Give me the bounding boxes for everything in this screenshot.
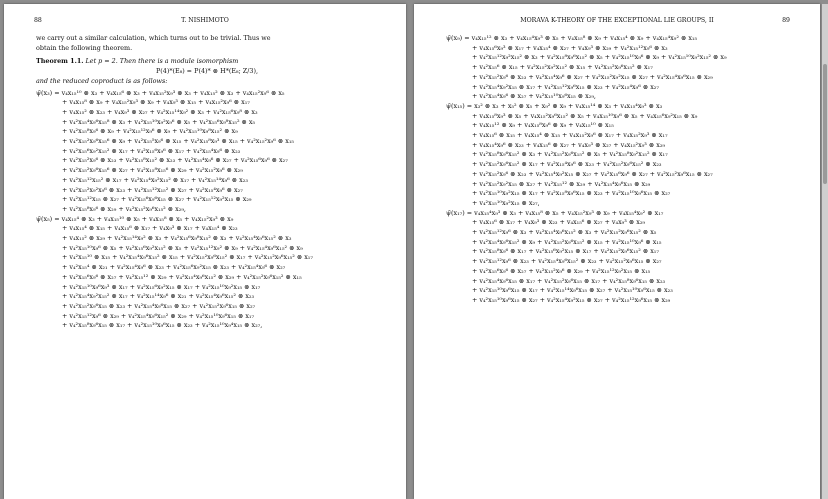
equation-line: + v₄x₁₅² ⊗ x₂₉ + v₄²x₁₅¹⁴x₉² ⊗ x₃ + v₄²x₁₅⁶x₉⁸x₁₅² ⊗ x₃ + v₄²x₁₅⁴x₉⁶x₁₅² ⊗ x₃ — [62, 234, 292, 243]
equation-line: ψ̄(x₅) = v₄x₁₅⁴ ⊗ x₃ + v₄x₁₅¹⁰ ⊗ x₅ + v₄x₁₅⁸ ⊗ x₅ + v₄x₁₅²x₉³ ⊗ x₉ — [36, 214, 234, 223]
coproduct-x17 — [446, 209, 792, 306]
equation-line: + v₄²x₁₅⁸x₉⁶ ⊗ x₂₉ + v₄²x₁₅²x₉⁶x₁₅² ⊗ x₂₉, — [62, 204, 186, 213]
intro-line-2: obtain the following theorem. — [36, 43, 133, 52]
isomorphism-formula: P(4)*(E₈) ≃ P(4)* ⊗ H*(E₈; Z/3), — [155, 67, 258, 76]
running-head-right — [444, 17, 790, 26]
equation-line: + v₄²x₁₅⁴x₉⁶ ⊗ x₂₇ + v₄²x₁₅¹⁰x₉⁶x₁₅ ⊗ x₂₉, — [472, 92, 596, 101]
equation-line: + v₄x₁₅² ⊗ x₂₃ + v₄x₉³ ⊗ x₂₇ + v₄²x₁₅¹⁴x₉² ⊗ x₃ + v₄²x₁₅⁶x₉⁸ ⊗ x₃ — [62, 107, 258, 116]
equation-line: + v₄²x₁₅¹⁰x₉²x₁₅ ⊗ x₂₇, — [472, 198, 540, 207]
equation-line: + v₄²x₁₅¹⁰x₉⁶x₉³ ⊗ x₁₇ + v₄²x₁₅⁶x₉²x₁₅ ⊗ x₁₇ + v₄²x₁₅¹⁰x₉²x₁₅ ⊗ x₁₇ — [62, 282, 261, 291]
left-page — [4, 4, 406, 499]
equation-line: + v₄²x₁₅⁴x₉²x₁₅ ⊗ x₁₇ + v₄²x₁₅¹²x₉⁶x₁₅ ⊗ x₂₃ + v₄²x₁₅⁴x₉⁶ ⊗ x₂₇ — [472, 82, 659, 91]
equation-line: + v₄²x₁₅²x₉⁶x₁₅⁶ ⊗ x₂₇ + v₄²x₁₅⁸x₁₅⁶ ⊗ x₂₉ + v₄²x₁₅²x₉⁶ ⊗ x₂₉ — [62, 166, 243, 175]
equation-line: + v₄²x₁₅¹⁰x₉⁶ ⊗ x₅ + v₄²x₁₅⁶x₉²x₁₅² ⊗ x₅ + v₄²x₁₅¹²x₉² ⊗ x₉ + v₄²x₁₅⁴x₉⁶x₁₅² ⊗ x₉ — [62, 243, 303, 252]
equation-line: + v₄²x₁₅²x₉⁶x₁₅² ⊗ x₁₇ + v₄²x₁₅⁴x₉⁶ ⊗ x₂₃ + v₄²x₁₅²x₉⁶x₁₅² ⊗ x₂₃ — [472, 160, 662, 169]
equation-line: + v₄²x₁₅⁴x₉⁶x₁₅² ⊗ x₉ + v₄²x₁₅²x₉⁶x₁₅² ⊗ x₁₅ + v₄²x₁₅¹⁰x₉⁶ ⊗ x₁₅ — [472, 237, 662, 246]
running-head-author: T. NISHIMOTO — [181, 17, 229, 24]
equation-line: + v₄²x₁₅²x₉⁶x₁₅⁶ ⊗ x₉ + v₄²x₁₅⁵x₉⁶ ⊗ x₁₅ + v₄²x₁₅⁸x₉³ ⊗ x₁₅ + v₄²x₁₅²x₉⁶ ⊗ x₁₅ — [62, 137, 294, 146]
intro-line-1: we carry out a similar calculation, which turns out to be trivial. Thus we — [36, 34, 271, 42]
right-page-body — [446, 34, 792, 306]
coproduct-x15 — [446, 102, 792, 209]
theorem-text: Let p = 2. Then there is a module isomorphism — [85, 57, 239, 66]
equation-line: + v₄²x₁₅¹²x₉²x₁₅² ⊗ x₃ + v₄²x₁₅⁸x₉⁶x₁₅² ⊗ x₅ + v₄²x₁₅¹⁰x₉⁶ ⊗ x₉ + v₄²x₁₅¹⁰x₉²x₁₅² ⊗ x₉ — [472, 53, 727, 62]
equation-line: ψ̄(x₃) = v₄x₁₅¹⁰ ⊗ x₃ + v₄x₁₅⁶ ⊗ x₃ + v₄x₁₅²x₉³ ⊗ x₃ + v₄x₁₅² ⊗ x₃ + v₄x₁₅²x₉⁶ ⊗ x₅ — [36, 88, 285, 97]
left-page-body — [36, 34, 378, 331]
coproduct-intro: and the reduced coproduct is as follows: — [36, 76, 168, 85]
scrollbar-thumb[interactable] — [823, 64, 827, 184]
equation-line: + v₄²x₁₅¹²x₉⁶ ⊗ x₃ + v₄²x₁₅⁴x₉⁶x₁₅² ⊗ x₃ + v₄²x₁₅²x₉⁶x₁₅² ⊗ x₅ — [472, 228, 657, 237]
equation-line: + v₄²x₁₅¹⁰x₉⁶x₁₅ ⊗ x₁₇ + v₄²x₁₅¹⁴x₉⁶x₁₅ ⊗ x₂₇ + v₄²x₁₅¹⁰x₉⁶x₁₅ ⊗ x₂₃ — [472, 286, 673, 295]
equation-line: + v₄²x₁₅⁴x₉²x₁₅² ⊗ x₁₇ + v₄²x₁₅¹⁴x₉⁶ ⊗ x₂₁ + v₄²x₁₅⁴x₉⁶x₁₅² ⊗ x₂₃ — [62, 292, 255, 301]
equation-line: + v₄x₁₅⁴ ⊗ x₁₅ + v₄x₁₅⁶ ⊗ x₁₇ + v₄x₉³ ⊗ x₁₇ + v₄x₁₅⁴ ⊗ x₂₃ — [62, 224, 238, 233]
equation-line: + v₄²x₁₅²x₉⁶ ⊗ x₂₃ + v₄²x₁₅⁴x₉⁶ ⊗ x₂₇ + v₄²x₁₅²x₉²x₁₅ ⊗ x₂₇ + v₄²x₁₅⁴x₉⁶x₁₅ ⊗ x₂₉ — [472, 72, 713, 81]
equation-line: + v₄²x₁₅⁶ ⊗ x₁₅ + v₄²x₁₅²x₉²x₁₅² ⊗ x₁₅ + v₄²x₁₅²x₉⁶x₁₅² ⊗ x₁₇ — [472, 63, 653, 72]
equation-line: + v₄²x₁₅¹²x₉⁶ ⊗ x₂₃ + v₄²x₁₅⁴x₉⁶x₁₅² ⊗ x₂₃ + v₄²x₁₅²x₉⁶x₁₅ ⊗ x₂₇ — [472, 257, 662, 266]
equation-line: + v₄x₁₅⁸ ⊗ x₉ + v₄x₁₅²x₉³ ⊗ x₉ + v₄x₉³ ⊗ x₁₅ + v₄x₁₅²x₉⁶ ⊗ x₁₇ — [62, 98, 250, 107]
equation-line: + v₄²x₁₅²x₉²x₁₅ ⊗ x₂₇ + v₄²x₁₅¹² ⊗ x₂₉ + v₄²x₁₅⁴x₉⁶x₁₅ ⊗ x₂₉ — [472, 179, 651, 188]
equation-line: ψ̄(x₉) = v₄x₁₅¹² ⊗ x₃ + v₄x₁₅⁴x₉³ ⊗ x₅ + v₄x₁₅⁸ ⊗ x₉ + v₄x₁₅⁴ ⊗ x₉ + v₄x₁₅⁴x₉² ⊗ x₁₅ — [446, 34, 698, 42]
equation-line: + v₄²x₁₅¹²x₉⁶ ⊗ x₂₉ + v₄²x₁₅⁴x₉⁶x₁₅² ⊗ x₂₉ + v₄²x₁₅¹⁰x₉⁶x₁₅ ⊗ x₁₇ — [62, 311, 255, 320]
equation-line: + v₄x₁₅⁴x₉⁶ ⊗ x₂₃ + v₄x₁₅⁶ ⊗ x₂₇ + v₄x₉³ ⊗ x₂₇ + v₄x₁₅²x₉³ ⊗ x₂₉ — [472, 140, 665, 149]
equation-line: + v₄²x₁₅⁶x₉⁶ ⊗ x₂₇ + v₄²x₁₅²x₉⁶ ⊗ x₂₉ + v₄²x₁₅¹²x₉²x₁₅ ⊗ x₁₅ — [472, 266, 651, 275]
running-head-left — [34, 17, 376, 26]
equation-line: + v₄²x₁₅²x₉⁶ ⊗ x₂₃ + v₄²x₁₅⁴x₉²x₁₅ ⊗ x₂₇ + v₄²x₁₅⁶x₉⁶ ⊗ x₂₇ + v₄²x₁₅²x₉⁶x₁₅ ⊗ x₂₇ — [472, 169, 713, 178]
equation-line: + v₄²x₁₅⁸x₉⁶ ⊗ x₁₇ + v₄²x₁₅⁶x₉²x₁₅ ⊗ x₁₇ + v₄²x₁₅²x₉⁶x₁₅² ⊗ x₁₇ — [472, 247, 659, 256]
equation-line: + v₄²x₁₅⁸x₉⁶x₁₅² ⊗ x₃ + v₄²x₁₅²x₉⁶x₁₅² ⊗ x₅ + v₄²x₁₅⁸x₉²x₁₅² ⊗ x₁₇ — [472, 150, 668, 159]
equation-line: + v₄²x₁₅⁸x₉⁶x₁₅ ⊗ x₁₇ + v₄²x₁₅¹⁰x₉⁶x₁₅ ⊗ x₂₃ + v₄²x₁₅¹⁰x₉⁴x₁₅ ⊗ x₂₇, — [62, 321, 263, 330]
equation-line: + v₄x₁₅⁶ ⊗ x₁₇ + v₄x₉³ ⊗ x₂₃ + v₄x₁₅⁶ ⊗ x₂₇ + v₄x₉³ ⊗ x₂₉ — [472, 218, 645, 227]
coproduct-x3 — [36, 89, 378, 215]
vertical-scrollbar[interactable] — [822, 4, 828, 499]
equation-line: + v₄x₁₅⁶x₉³ ⊗ x₁₇ + v₄x₁₅⁴ ⊗ x₂₇ + v₄x₉³ ⊗ x₂₉ + v₄²x₁₅¹²x₉⁶ ⊗ x₃ — [472, 43, 668, 52]
equation-line: + v₄²x₁₅⁴ ⊗ x₂₁ + v₄²x₁₅⁴x₉⁶ ⊗ x₂₃ + v₄²x₁₅⁶x₉²x₁₅ ⊗ x₂₃ + v₄²x₁₅⁴x₉⁶ ⊗ x₂₇ — [62, 263, 286, 272]
equation-line: ψ̄(x₁₇) = v₄x₁₅⁴x₉³ ⊗ x₃ + v₄x₁₅⁸ ⊗ x₅ + v₄x₁₅²x₉³ ⊗ x₉ + v₄x₁₅⁴x₉² ⊗ x₁₇ — [446, 208, 664, 217]
running-head-title: MORAVA K-THEORY OF THE EXCEPTIONAL LIE GROUPS, II — [520, 17, 714, 24]
equation-line: + v₄x₁₅⁸x₉³ ⊗ x₅ + v₄x₁₅²x₉⁶x₁₅² ⊗ x₅ + v₄x₁₅¹⁰x₉⁶ ⊗ x₅ + v₄x₁₅⁶x₉²x₁₅ ⊗ x₉ — [472, 111, 698, 120]
equation-line: + v₄²x₁₅¹⁰x₉⁶x₁₅ ⊗ x₂₇ + v₄²x₁₅⁴x₉²x₁₅ ⊗ x₂₇ + v₄²x₁₅¹²x₉⁶x₁₅ ⊗ x₂₉ — [472, 295, 671, 304]
equation-line: + v₄²x₁₅⁴x₉⁶x₁₅⁸ ⊗ x₃ + v₄²x₁₅¹⁰x₉²x₉⁶ ⊗ x₅ + v₄²x₁₅⁶x₉⁸x₁₅² ⊗ x₅ — [62, 117, 256, 126]
equation-line: + v₄²x₁₅²x₉⁶ ⊗ x₂₃ + v₄²x₁₅⁸x₁₅² ⊗ x₂₃ + v₄²x₁₅⁴x₉⁶ ⊗ x₂₇ + v₄²x₁₅⁶x₉⁶ ⊗ x₂₇ — [62, 156, 288, 165]
equation-line: + v₄²x₁₅¹⁰x₉²x₁₅ ⊗ x₁₇ + v₄²x₁₅⁸x₉⁶x₁₅ ⊗ x₂₃ + v₄²x₁₅¹⁰x₉⁶x₁₅ ⊗ x₂₇ — [472, 189, 671, 198]
equation-line: + v₄x₁₅⁶ ⊗ x₁₅ + v₄x₁₅⁴ ⊗ x₁₅ + v₄x₁₅²x₉⁶ ⊗ x₁₇ + v₄x₁₅²x₉³ ⊗ x₁₇ — [472, 131, 668, 140]
theorem-label: Theorem 1.1. — [36, 57, 84, 66]
equation-line: + v₄²x₁₅⁴x₉⁶x₁₅ ⊗ x₁₇ + v₄²x₁₅²x₉⁶x₁₅ ⊗ x₁₇ + v₄²x₁₅⁸x₉⁶x₁₅ ⊗ x₂₃ — [472, 276, 666, 285]
coproduct-x5 — [36, 215, 378, 331]
theorem-statement — [36, 57, 378, 67]
equation-line: + v₄x₁₅¹² ⊗ x₉ + v₄x₁₅⁸x₉⁶ ⊗ x₉ + v₄x₁₅¹⁰ ⊗ x₁₅ — [472, 121, 614, 130]
page-number-left: 88 — [34, 17, 42, 24]
coproduct-x9 — [446, 34, 792, 102]
equation-line: + v₄²x₁₅¹²x₁₅ ⊗ x₂₇ + v₄²x₁₅⁶x₉⁶x₁₅ ⊗ x₂₇ + v₄²x₁₅¹²x₉²x₁₅ ⊗ x₂₉ — [62, 195, 252, 204]
equation-line: + v₄²x₁₅⁶x₉⁶ ⊗ x₂₇ + v₄²x₁₅¹² ⊗ x₂₉ + v₄²x₁₅⁴x₉⁶x₁₅² ⊗ x₂₉ + v₄²x₁₅²x₉⁶x₁₅² ⊗ x₁₅ — [62, 272, 302, 281]
equation-line: + v₄²x₁₅⁸x₉⁶ ⊗ x₉ + v₄²x₁₅¹²x₉⁶ ⊗ x₉ + v₄²x₁₅¹⁰x₉⁸x₁₅² ⊗ x₉ — [62, 127, 238, 136]
equation-line: + v₄²x₁₅²x₉²x₉⁶ ⊗ x₂₃ + v₄²x₁₅¹²x₁₅² ⊗ x₂₇ + v₄²x₁₅⁴x₉⁶ ⊗ x₂₇ — [62, 185, 243, 194]
equation-line: + v₄²x₁₅²x₉⁶x₁₅ ⊗ x₂₃ + v₄²x₁₅⁴x₉⁶x₁₅ ⊗ x₂₇ + v₄²x₁₅²x₉⁶x₁₅ ⊗ x₂₇ — [62, 301, 256, 310]
equation-line: + v₄²x₁₅¹²x₁₅² ⊗ x₁₇ + v₄²x₁₅⁴x₉²x₁₅² ⊗ x₁₇ + v₄²x₁₅¹⁴x₉⁶ ⊗ x₂₃ — [62, 175, 248, 184]
right-page — [414, 4, 820, 499]
page-number-right: 89 — [782, 17, 790, 24]
equation-line: ψ̄(x₁₅) = x₃² ⊗ x₃ + x₅² ⊗ x₅ + x₉² ⊗ x₉ + v₄x₁₅¹⁴ ⊗ x₃ + v₄x₁₅⁴x₉³ ⊗ x₃ — [446, 101, 663, 110]
equation-line: + v₄²x₁₅⁶x₉²x₁₅² ⊗ x₁₇ + v₄²x₁₅⁶x₉⁶ ⊗ x₁₇ + v₄²x₁₅⁴x₉⁶ ⊗ x₂₃ — [62, 146, 241, 155]
equation-line: + v₄²x₁₅¹⁰ ⊗ x₁₅ + v₄²x₁₅⁴x₉⁶x₁₅² ⊗ x₁₅ + v₄²x₁₅²x₉⁶x₁₅² ⊗ x₁₇ + v₄²x₁₅²x₉⁶x₁₅² ⊗ x₁₇ — [62, 253, 313, 262]
